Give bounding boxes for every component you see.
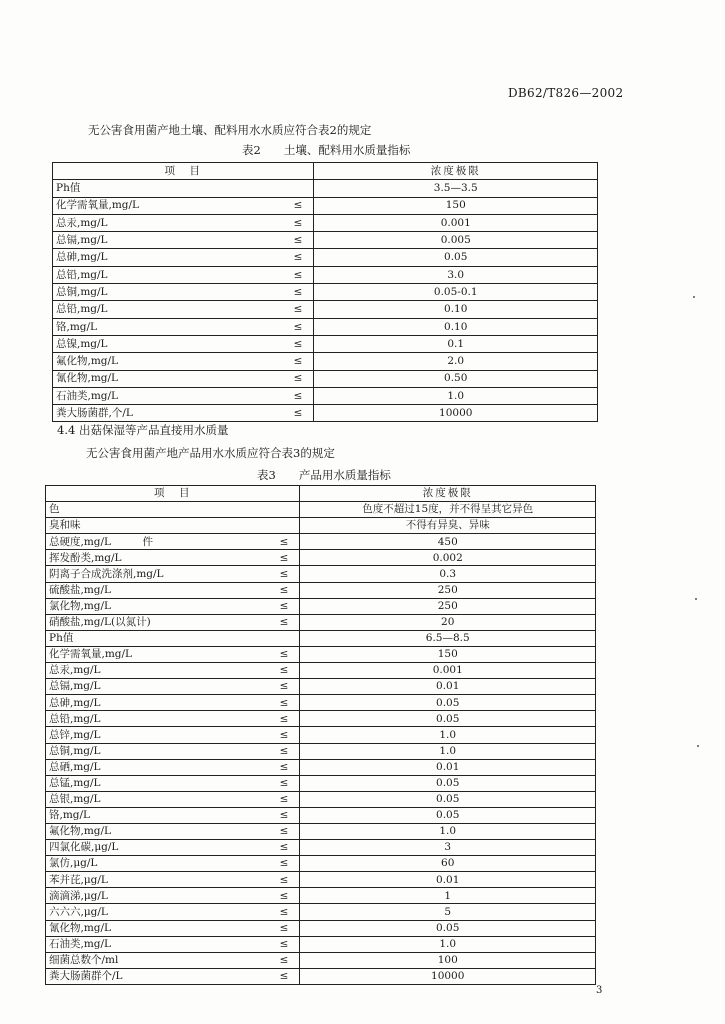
item-cell xyxy=(53,405,314,422)
item-cell xyxy=(46,550,300,566)
item-label: 四氯化碳,μg/L xyxy=(49,841,119,854)
table-row xyxy=(46,679,596,695)
table-row xyxy=(53,318,598,335)
operator-symbol: ≤ xyxy=(279,873,289,886)
item-label: 总汞,mg/L xyxy=(49,664,101,677)
item-label: 总银,mg/L xyxy=(49,793,101,806)
item-label: 石油类,mg/L xyxy=(56,389,119,402)
limit-cell: 0.05 xyxy=(300,775,596,791)
item-cell xyxy=(46,936,300,952)
item-label: 总铜,mg/L xyxy=(49,744,101,757)
item-label: 滴滴涕,μg/L xyxy=(49,889,108,902)
item-label: 铬,mg/L xyxy=(49,809,91,822)
operator-symbol: ≤ xyxy=(293,303,303,316)
table-row xyxy=(53,335,598,352)
item-cell xyxy=(46,743,300,759)
table-row xyxy=(53,284,598,301)
table-row xyxy=(46,888,596,904)
table-row xyxy=(53,197,598,214)
table-row xyxy=(46,630,596,646)
item-cell xyxy=(53,249,314,266)
item-cell xyxy=(46,823,300,839)
item-cell xyxy=(46,840,300,856)
operator-symbol: ≤ xyxy=(279,664,289,677)
item-cell xyxy=(46,952,300,968)
item-label: 化学需氧量,mg/L xyxy=(56,199,140,212)
operator-symbol: ≤ xyxy=(293,251,303,264)
item-cell xyxy=(46,695,300,711)
operator-symbol: ≤ xyxy=(279,728,289,741)
operator-symbol: ≤ xyxy=(279,776,289,789)
limit-cell: 20 xyxy=(300,614,596,630)
table-row xyxy=(46,518,596,534)
item-cell xyxy=(46,727,300,743)
table-row xyxy=(46,872,596,888)
table-row xyxy=(53,405,598,422)
item-cell xyxy=(46,630,300,646)
limit-cell: 0.05 xyxy=(300,695,596,711)
item-label: 总汞,mg/L xyxy=(56,216,108,229)
item-label: 氯化物,mg/L xyxy=(49,599,112,612)
item-cell xyxy=(53,335,314,352)
table-row xyxy=(53,249,598,266)
table2-caption: 表2 土壤、配料用水质量指标 xyxy=(242,143,411,157)
item-cell xyxy=(46,679,300,695)
limit-cell: 0.05 xyxy=(300,807,596,823)
table-row xyxy=(46,582,596,598)
table-row xyxy=(46,598,596,614)
item-cell xyxy=(46,598,300,614)
item-label: 粪大肠菌群个/L xyxy=(49,970,123,983)
item-label: 氟化物,mg/L xyxy=(56,355,119,368)
table-row xyxy=(46,823,596,839)
operator-symbol: ≤ xyxy=(293,372,303,385)
table3 xyxy=(45,485,596,985)
item-cell xyxy=(53,318,314,335)
page-number: 3 xyxy=(596,985,603,996)
item-cell xyxy=(46,582,300,598)
item-label: 氟化物,mg/L xyxy=(49,825,112,838)
limit-cell: 150 xyxy=(314,197,598,214)
table-row xyxy=(46,952,596,968)
limit-cell: 60 xyxy=(300,856,596,872)
limit-cell: 0.3 xyxy=(300,566,596,582)
table2-header-item: 项 目 xyxy=(53,163,314,180)
limit-cell: 2.0 xyxy=(314,353,598,370)
operator-symbol: ≤ xyxy=(293,337,303,350)
table-row xyxy=(46,566,596,582)
item-label: Ph值 xyxy=(49,632,74,645)
limit-cell: 1.0 xyxy=(300,727,596,743)
item-cell xyxy=(53,301,314,318)
operator-symbol: ≤ xyxy=(279,567,289,580)
item-label: 总镉,mg/L xyxy=(56,234,108,247)
scan-speck xyxy=(695,598,697,600)
table3-caption: 表3 产品用水质量指标 xyxy=(257,468,391,482)
item-label: 化学需氧量,mg/L xyxy=(49,648,133,661)
limit-cell: 250 xyxy=(300,582,596,598)
operator-symbol: ≤ xyxy=(293,268,303,281)
item-cell xyxy=(53,180,314,197)
scan-speck xyxy=(697,745,699,747)
table-row xyxy=(46,502,596,518)
operator-symbol: ≤ xyxy=(279,937,289,950)
table3-body xyxy=(46,486,596,985)
operator-symbol: ≤ xyxy=(279,535,289,548)
operator-symbol: ≤ xyxy=(293,216,303,229)
table-row xyxy=(46,695,596,711)
item-label: 总砷,mg/L xyxy=(56,251,108,264)
limit-cell: 10000 xyxy=(314,405,598,422)
limit-cell: 0.005 xyxy=(314,232,598,249)
limit-cell: 0.01 xyxy=(300,872,596,888)
operator-symbol: ≤ xyxy=(279,599,289,612)
item-cell xyxy=(46,920,300,936)
table2-header-row xyxy=(53,163,598,180)
item-label: 氰化物,mg/L xyxy=(56,372,119,385)
limit-cell: 1.0 xyxy=(314,387,598,404)
operator-symbol: ≤ xyxy=(279,616,289,629)
item-label: 总硬度,mg/L 件 xyxy=(49,535,154,548)
limit-cell: 0.05 xyxy=(300,920,596,936)
item-cell xyxy=(46,888,300,904)
table-row xyxy=(46,791,596,807)
operator-symbol: ≤ xyxy=(293,407,303,420)
item-cell xyxy=(46,872,300,888)
item-label: 苯并芘,μg/L xyxy=(49,873,108,886)
table2-body xyxy=(53,163,598,422)
table-row xyxy=(46,743,596,759)
item-cell xyxy=(46,502,300,518)
table-row xyxy=(53,232,598,249)
table-row xyxy=(46,550,596,566)
limit-cell: 0.10 xyxy=(314,301,598,318)
limit-cell: 1.0 xyxy=(300,936,596,952)
item-label: 总锌,mg/L xyxy=(49,728,101,741)
operator-symbol: ≤ xyxy=(279,648,289,661)
item-cell xyxy=(53,232,314,249)
table-row xyxy=(53,370,598,387)
limit-cell: 0.05 xyxy=(300,791,596,807)
operator-symbol: ≤ xyxy=(279,921,289,934)
table2-header-limit: 浓度极限 xyxy=(314,163,598,180)
section-4-4-title: 4.4 出菇保湿等产品直接用水质量 xyxy=(57,423,229,437)
limit-cell: 0.01 xyxy=(300,759,596,775)
table-row xyxy=(46,663,596,679)
table-row xyxy=(53,353,598,370)
limit-cell: 5 xyxy=(300,904,596,920)
limit-cell: 100 xyxy=(300,952,596,968)
table-row xyxy=(46,711,596,727)
item-cell xyxy=(46,566,300,582)
item-label: 总镍,mg/L xyxy=(56,337,108,350)
table-row xyxy=(46,646,596,662)
item-label: Ph值 xyxy=(56,182,81,195)
table-row xyxy=(46,904,596,920)
item-label: 总硒,mg/L xyxy=(49,760,101,773)
limit-cell: 6.5—8.5 xyxy=(300,630,596,646)
table-row xyxy=(46,968,596,984)
item-cell xyxy=(53,197,314,214)
limit-cell: 450 xyxy=(300,534,596,550)
item-label: 总镉,mg/L xyxy=(49,680,101,693)
limit-cell: 3.5—3.5 xyxy=(314,180,598,197)
item-cell xyxy=(46,968,300,984)
limit-cell: 色度不超过15度，并不得呈其它异色 xyxy=(300,502,596,518)
item-label: 硝酸盐,mg/L(以氮计) xyxy=(49,616,151,629)
item-cell xyxy=(46,759,300,775)
operator-symbol: ≤ xyxy=(293,355,303,368)
table-row xyxy=(53,387,598,404)
item-label: 阴离子合成洗涤剂,mg/L xyxy=(49,567,164,580)
operator-symbol: ≤ xyxy=(279,825,289,838)
operator-symbol: ≤ xyxy=(279,583,289,596)
operator-symbol: ≤ xyxy=(279,905,289,918)
table2-intro: 无公害食用菌产地土壤、配料用水水质应符合表2的规定 xyxy=(88,123,372,137)
limit-cell: 3.0 xyxy=(314,266,598,283)
table3-header-limit: 浓度极限 xyxy=(300,486,596,502)
limit-cell: 0.001 xyxy=(300,663,596,679)
item-label: 总锰,mg/L xyxy=(49,776,101,789)
limit-cell: 1.0 xyxy=(300,743,596,759)
table-row xyxy=(46,807,596,823)
table-row xyxy=(53,266,598,283)
operator-symbol: ≤ xyxy=(279,857,289,870)
item-cell xyxy=(53,214,314,231)
limit-cell: 150 xyxy=(300,646,596,662)
item-cell xyxy=(53,266,314,283)
limit-cell: 0.01 xyxy=(300,679,596,695)
item-cell xyxy=(46,614,300,630)
item-cell xyxy=(46,904,300,920)
operator-symbol: ≤ xyxy=(293,199,303,212)
limit-cell: 0.05 xyxy=(300,711,596,727)
item-label: 臭和味 xyxy=(49,519,81,532)
item-label: 石油类,mg/L xyxy=(49,937,112,950)
table2 xyxy=(52,162,598,422)
item-label: 总铅,mg/L xyxy=(49,712,101,725)
item-cell xyxy=(46,518,300,534)
item-cell xyxy=(46,791,300,807)
item-label: 硫酸盐,mg/L xyxy=(49,583,112,596)
item-cell xyxy=(53,387,314,404)
item-label: 氯仿,μg/L xyxy=(49,857,98,870)
document-code: DB62/T826—2002 xyxy=(508,86,624,100)
item-label: 细菌总数个/ml xyxy=(49,954,119,967)
table-row xyxy=(53,214,598,231)
item-label: 挥发酚类,mg/L xyxy=(49,551,122,564)
operator-symbol: ≤ xyxy=(279,696,289,709)
table-row xyxy=(46,936,596,952)
item-cell xyxy=(53,353,314,370)
item-cell xyxy=(53,370,314,387)
item-label: 总铜,mg/L xyxy=(56,285,108,298)
operator-symbol: ≤ xyxy=(279,744,289,757)
item-label: 色 xyxy=(49,503,60,516)
operator-symbol: ≤ xyxy=(279,712,289,725)
table-row xyxy=(46,614,596,630)
limit-cell: 0.05-0.1 xyxy=(314,284,598,301)
table3-header-item: 项 目 xyxy=(46,486,300,502)
limit-cell: 3 xyxy=(300,840,596,856)
table-row xyxy=(46,534,596,550)
table-row xyxy=(46,727,596,743)
table-row xyxy=(46,759,596,775)
operator-symbol: ≤ xyxy=(293,389,303,402)
table-row xyxy=(53,180,598,197)
operator-symbol: ≤ xyxy=(279,793,289,806)
item-cell xyxy=(46,807,300,823)
table3-intro: 无公害食用菌产地产品用水水质应符合表3的规定 xyxy=(86,446,335,460)
operator-symbol: ≤ xyxy=(279,889,289,902)
table-row xyxy=(46,840,596,856)
item-label: 总铅,mg/L xyxy=(56,268,108,281)
table-row xyxy=(53,301,598,318)
limit-cell: 不得有异臭、异味 xyxy=(300,518,596,534)
limit-cell: 10000 xyxy=(300,968,596,984)
limit-cell: 1 xyxy=(300,888,596,904)
item-label: 铬,mg/L xyxy=(56,320,98,333)
item-cell xyxy=(46,711,300,727)
operator-symbol: ≤ xyxy=(279,680,289,693)
operator-symbol: ≤ xyxy=(293,234,303,247)
table3-header-row xyxy=(46,486,596,502)
operator-symbol: ≤ xyxy=(279,551,289,564)
scan-speck xyxy=(693,296,695,298)
item-label: 粪大肠菌群,个/L xyxy=(56,407,133,420)
item-cell xyxy=(46,856,300,872)
item-label: 总砷,mg/L xyxy=(49,696,101,709)
operator-symbol: ≤ xyxy=(279,760,289,773)
limit-cell: 0.002 xyxy=(300,550,596,566)
table-row xyxy=(46,856,596,872)
item-cell xyxy=(46,646,300,662)
operator-symbol: ≤ xyxy=(279,954,289,967)
item-cell xyxy=(46,534,300,550)
item-label: 氰化物,mg/L xyxy=(49,921,112,934)
table-row xyxy=(46,920,596,936)
operator-symbol: ≤ xyxy=(293,320,303,333)
item-cell xyxy=(46,663,300,679)
limit-cell: 250 xyxy=(300,598,596,614)
limit-cell: 1.0 xyxy=(300,823,596,839)
item-label: 总铅,mg/L xyxy=(56,303,108,316)
item-label: 六六六,μg/L xyxy=(49,905,108,918)
operator-symbol: ≤ xyxy=(279,841,289,854)
operator-symbol: ≤ xyxy=(279,809,289,822)
limit-cell: 0.10 xyxy=(314,318,598,335)
limit-cell: 0.1 xyxy=(314,335,598,352)
limit-cell: 0.001 xyxy=(314,214,598,231)
item-cell xyxy=(46,775,300,791)
table-row xyxy=(46,775,596,791)
operator-symbol: ≤ xyxy=(279,970,289,983)
item-cell xyxy=(53,284,314,301)
limit-cell: 0.50 xyxy=(314,370,598,387)
operator-symbol: ≤ xyxy=(293,285,303,298)
limit-cell: 0.05 xyxy=(314,249,598,266)
